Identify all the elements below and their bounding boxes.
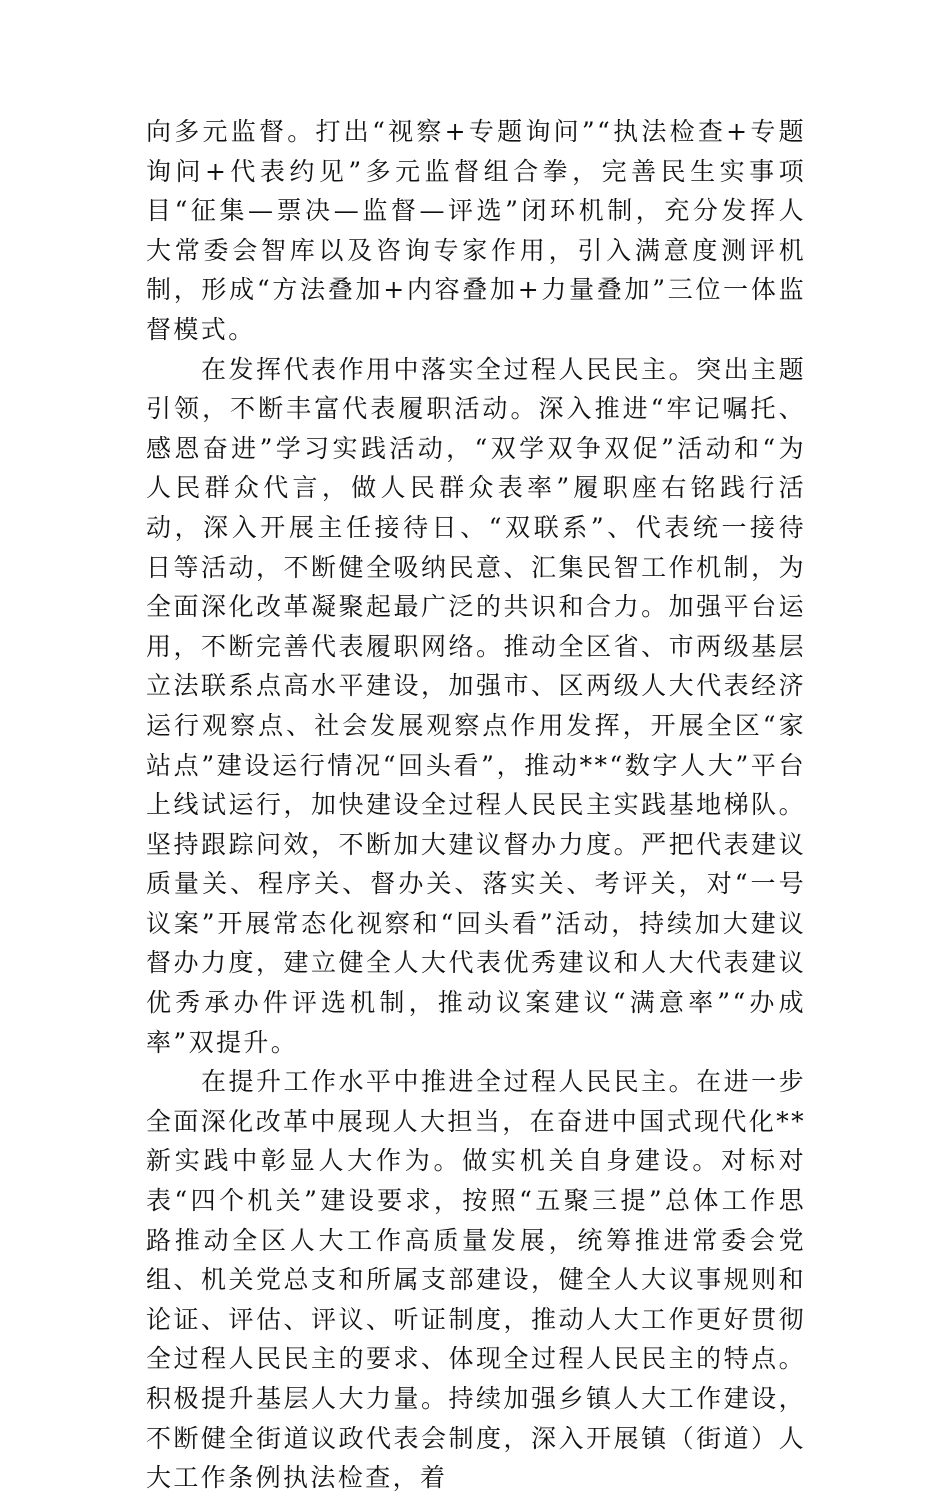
document-body <box>146 112 806 1498</box>
paragraph-work-level: 在提升工作水平中推进全过程人民民主。在进一步全面深化改革中展现人大担当，在奋进中国式现代化**新实践中彰显人大作为。做实机关自身建设。对标对表“四个机关”建设要求，按照“五聚三提”总体工作思路推动全区人大工作高质量发展，统筹推进常委会党组、机关党总支和所属支部建设，健全人大议事规则和论证、评估、评议、听证制度，推动人大工作更好贯彻全过程人民民主的要求、体现全过程人民民主的特点。积极提升基层人大力量。持续加强乡镇人大工作建设，不断健全街道议政代表会制度，深入开展镇（街道）人大工作条例执法检查，着 <box>146 1067 807 1493</box>
paragraph-representatives: 在发挥代表作用中落实全过程人民民主。突出主题引领，不断丰富代表履职活动。深入推进“牢记嘱托、感恩奋进”学习实践活动，“双学双争双促”活动和“为人民群众代言，做人民群众表率”履职座右铭践行活动，深入开展主任接待日、“双联系”、代表统一接待日等活动，不断健全吸纳民意、汇集民智工作机制，为全面深化改革凝聚起最广泛的共识和合力。加强平台运用，不断完善代表履职网络。推动全区省、市两级基层立法联系点高水平建设，加强市、区两级人大代表经济运行观察点、社会发展观察点作用发挥，开展全区“家站点”建设运行情况“回头看”，推动**“数字人大”平台上线试运行，加快建设全过程人民民主实践基地梯队。坚持跟踪问效，不断加大建议督办力度。严把代表建议质量关、程序关、督办关、落实关、考评关，对“一号议案”开展常态化视察和“回头看”活动，持续加大建议督办力度，建立健全人大代表优秀建议和人大代表建议优秀承办件评选机制，推动议案建议“满意率”“办成率”双提升。 <box>146 354 806 1057</box>
paragraph-continuation: 向多元监督。打出“视察+专题询问”“执法检查+专题询问+代表约见”多元监督组合拳，完善民生实事项目“征集—票决—监督—评选”闭环机制，充分发挥人大常委会智库以及咨询专家作用，引入满意度测评机制，形成“方法叠加+内容叠加+力量叠加”三位一体监督模式。 <box>146 117 806 344</box>
